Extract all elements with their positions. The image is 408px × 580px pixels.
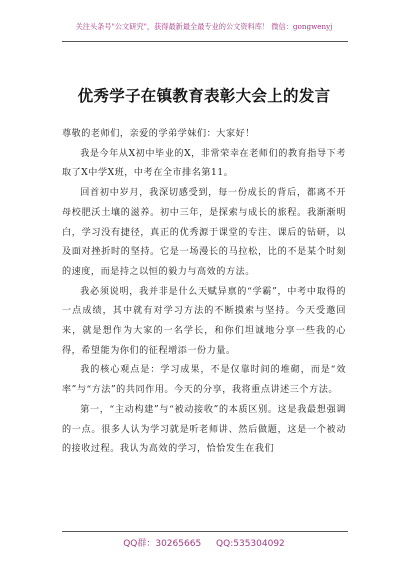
paragraph-4: 我的核心观点是：学习成果，不是仅靠时间的堆砌，而是“效率”与“方法”的共同作用。今天的分享，我将重点讲述三个方法。 [62, 365, 346, 396]
footer [0, 536, 408, 549]
paragraph-5: 第一，“主动构建”与“被动接收”的本质区别。这是我最想强调的一点。很多人认为学习就是听老师讲、然后做题，这是一个被动的接收过程。我认为高效的学习，恰恰发生在我们 [62, 404, 346, 455]
header-divider [62, 41, 348, 42]
greeting: 尊敬的老师们，亲爱的学弟学妹们：大家好！ [62, 129, 255, 139]
header-note: 关注头条号"公文研究"，获得最新最全最专业的公文资料库！ 微信：gongwenyj [75, 22, 333, 31]
document-title: 优秀学子在镇教育表彰大会上的发言 [77, 87, 331, 105]
paragraph-3: 我必须说明，我并非是什么天赋异禀的“学霸”，中考中取得的一点成绩，其中就有对学习方法的不断摸索与坚持。今天受邀回来，就是想作为大家的一名学长，和你们坦诚地分享一些我的心得，希望能为你们的征程增添一份力量。 [62, 286, 346, 356]
document-body [62, 125, 346, 460]
footer-qq: QQ:535304092 [216, 539, 285, 549]
paragraph-1: 我是今年从X初中毕业的X，非常荣幸在老师们的教育指导下考取了X中学X班，中考在全市排名第11。 [62, 148, 346, 179]
footer-divider [62, 531, 348, 532]
footer-qq-group: QQ群：30265665 [123, 539, 202, 549]
paragraph-2: 回首初中岁月，我深切感受到，每一份成长的背后，都离不开母校肥沃土壤的滋养。初中三年，是探索与成长的旅程。我渐渐明白，学习没有捷径，真正的优秀源于课堂的专注、课后的钻研，以及面对挫折时的坚持。它是一场漫长的马拉松，比的不是某个时刻的速度，而是持之以恒的毅力与高效的方法。 [62, 188, 346, 277]
